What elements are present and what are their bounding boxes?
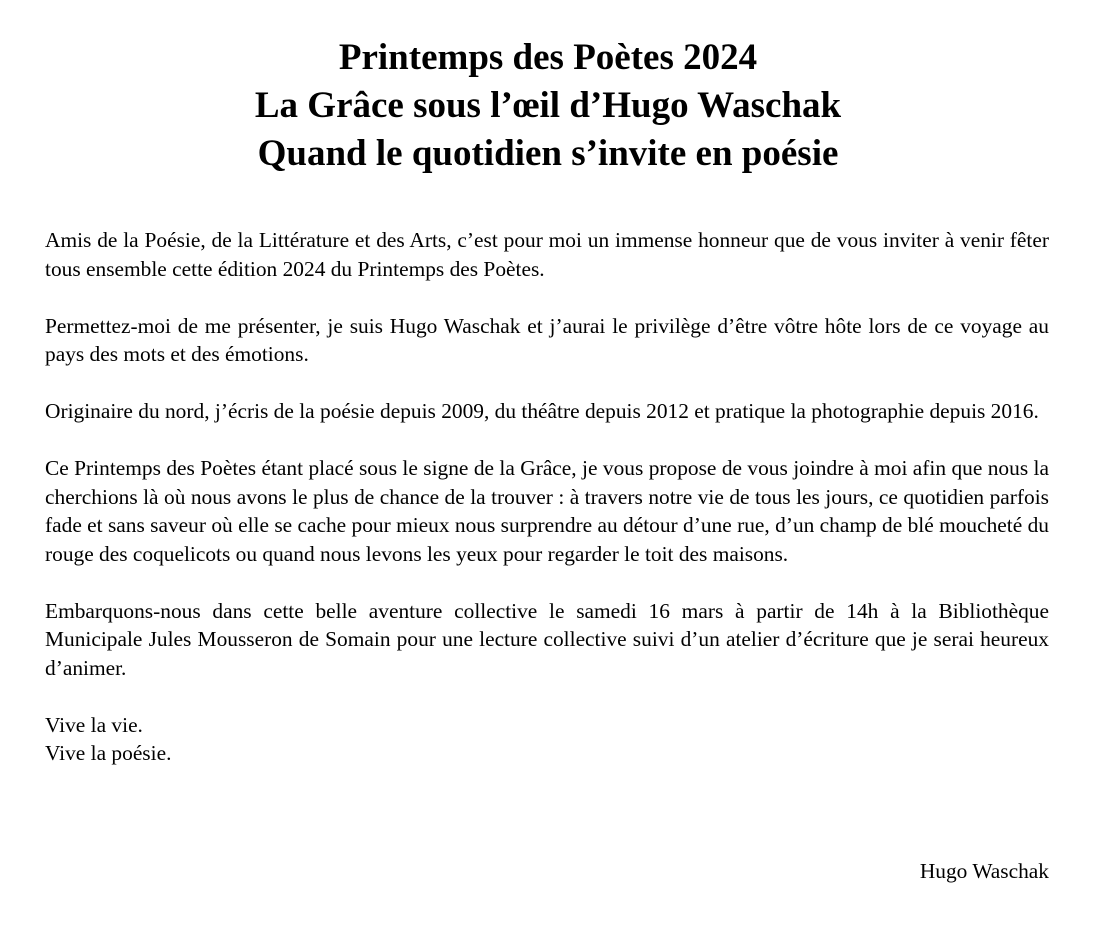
closing-line-life: Vive la vie. xyxy=(45,712,143,737)
paragraph-invitation: Amis de la Poésie, de la Littérature et des Arts, c’est pour moi un immense honneur que de vous inviter à venir fêter tous ensemble cette édition 2024 du Printemps des Poètes. xyxy=(45,228,1049,281)
document-body xyxy=(45,226,1049,768)
paragraph-event-details: Embarquons-nous dans cette belle aventure collective le samedi 16 mars à partir de 14h à la Bibliothèque Municipale Jules Mousseron de Somain pour une lecture collective suivi d’un atelier d’écriture que je serai heureux d’animer. xyxy=(45,598,1049,680)
paragraph-theme: Ce Printemps des Poètes étant placé sous le signe de la Grâce, je vous propose de vous joindre à moi afin que nous la cherchions là où nous avons le plus de chance de la trouver : à travers notre vie de tous les jours, ce quotidien parfois fade et sans saveur où elle se cache pour mieux nous surprendre au détour d’une rue, d’un champ de blé moucheté du rouge des coquelicots ou quand nous levons les yeux pour regarder le toit des maisons. xyxy=(45,456,1049,566)
signature: Hugo Waschak xyxy=(919,859,1049,883)
paragraph-biography: Originaire du nord, j’écris de la poésie depuis 2009, du théâtre depuis 2012 et pratique la photographie depuis 2016. xyxy=(45,399,1039,423)
title-line-subtitle: Quand le quotidien s’invite en poésie xyxy=(257,133,839,174)
title-line-theme: La Grâce sous l’œil d’Hugo Waschak xyxy=(254,85,842,126)
closing-lines xyxy=(45,711,1049,768)
closing-line-poetry: Vive la poésie. xyxy=(45,741,172,765)
paragraph-introduction: Permettez-moi de me présenter, je suis Hugo Waschak et j’aurai le privilège d’être vôtre hôte lors de ce voyage au pays des mots et des émotions. xyxy=(45,313,1049,366)
document-title xyxy=(0,34,1096,178)
title-line-event: Printemps des Poètes 2024 xyxy=(338,37,758,78)
